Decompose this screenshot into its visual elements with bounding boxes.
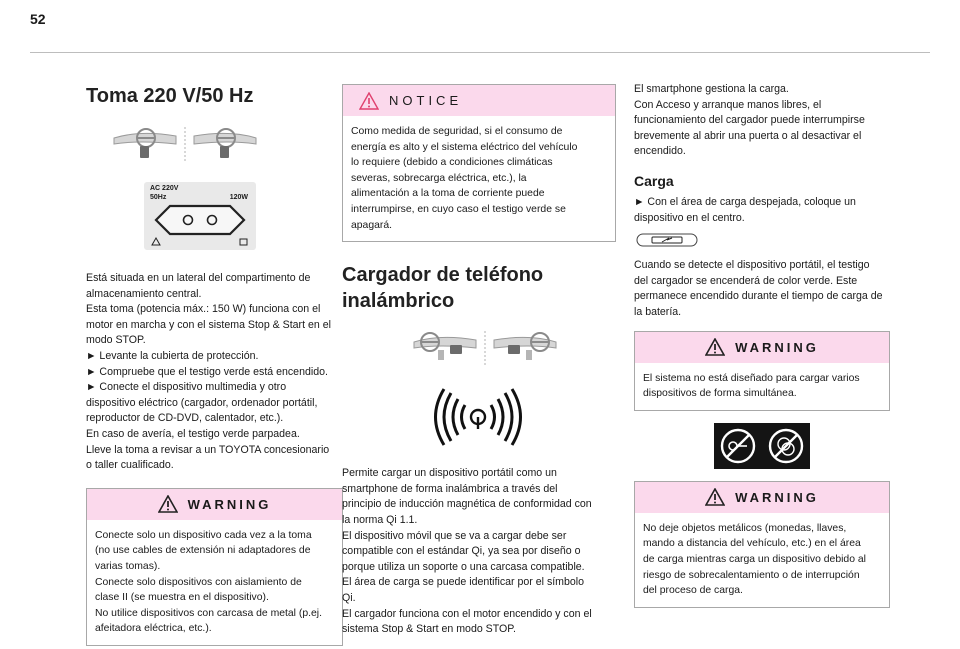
warning-header-2 <box>635 482 889 513</box>
warning-label: WARNING <box>187 496 272 512</box>
warning-triangle-icon <box>158 495 178 513</box>
socket-illustration <box>144 182 256 250</box>
charging-warning-box-2 <box>634 481 890 608</box>
socket-frequency-label: 50Hz <box>150 194 167 201</box>
charging-subtitle: Carga <box>634 172 674 189</box>
warning-text: Conecte solo un dispositivo cada vez a la toma (no use cables de extensión ni adaptadores de varias tomas). Conecte solo dispositivos con aislamiento de clase II (se muestra en el dispositivo). No utilice dispositivos con carcasa de metal (p.ej. afeitadora eléctrica, etc.). <box>95 529 322 635</box>
socket-warning-box <box>86 488 343 646</box>
warning-triangle-icon <box>705 488 725 506</box>
charging-step-1: ► Con el área de carga despejada, coloque un dispositivo en el centro. <box>634 195 856 224</box>
charging-step-2: Cuando se detecte el dispositivo portátil, el testigo del cargador se encenderá de color verde. Este permanece encendido durante el tiempo de carga de la batería. <box>634 259 883 318</box>
warning-triangle-icon <box>705 338 725 356</box>
charger-location-illustration <box>410 328 618 373</box>
notice-header <box>343 85 615 116</box>
notice-label: NOTICE <box>389 93 463 108</box>
warning-text: No deje objetos metálicos (monedas, llaves, mando a distancia del vehículo, etc.) en el área de carga mientras carga un dispositivo debido al riesgo de sobrecalentamiento o de interrupción del proceso de carga. <box>643 522 866 597</box>
socket-voltage-label: AC 220V <box>150 185 179 192</box>
no-coins-icon <box>767 427 805 465</box>
charging-intro-text: El smartphone gestiona la carga. Con Acceso y arranque manos libres, el funcionamiento del cargador puede interrumpirse brevemente al abrir una puerta o al desactivar el encendido. <box>634 83 865 158</box>
no-keys-icon <box>719 427 757 465</box>
no-metal-objects-icon <box>714 423 810 469</box>
warning-header-1 <box>635 332 889 363</box>
socket-section-title: Toma 220 V/50 Hz <box>86 85 254 107</box>
socket-power-label: 120W <box>229 194 248 201</box>
notice-box <box>342 84 616 242</box>
notice-text: Como medida de seguridad, si el consumo de energía es alto y el sistema eléctrico del vehículo lo requiere (debido a condiciones climáticas severas, sobrecarga eléctrica, etc.), la alimentación a la toma de corriente puede interrumpirse, en cuyo caso el testigo verde se apagará. <box>351 126 578 231</box>
page-number: 52 <box>30 11 46 27</box>
warning-label: WARNING <box>735 489 819 505</box>
column-socket <box>86 70 342 646</box>
console-location-illustration <box>110 124 342 169</box>
wireless-charger-body-text: Permite cargar un dispositivo portátil como un smartphone de forma inalámbrica a través del principio de inducción magnética de conformidad con la norma Qi 1.1. El dispositivo móvil que se va a cargar debe ser compatible con el estándar Qi, ya sea por diseño o porque utiliza un soporte o una carcasa compatible. El área de carga se puede identificar por el símbolo Qi. El cargador funciona con el motor encendido y con el sistema Stop & Start en modo STOP. <box>342 467 592 636</box>
wireless-charger-title: Cargador de teléfono inalámbrico <box>342 264 544 313</box>
column-wireless-charger <box>342 70 618 638</box>
column-charging <box>634 70 890 608</box>
warning-header <box>87 489 342 520</box>
warning-text: El sistema no está diseñado para cargar varios dispositivos de forma simultánea. <box>643 372 860 400</box>
notice-triangle-icon <box>359 92 379 110</box>
header-rule <box>30 52 930 53</box>
charger-indicator-icon <box>636 232 890 253</box>
socket-body-text: Está situada en un lateral del compartimento de almacenamiento central. Esta toma (potencia máx.: 150 W) funciona con el motor en marcha y con el sistema Stop & Start en el modo STOP. ► Levante la cubierta de protección. ► Compruebe que el testigo verde está encendido. ► Conecte el dispositivo multimedia y otro dispositivo eléctrico (cargador, ordenador portátil, reproductor de CD-DVD, calentador, etc.). En caso de avería, el testigo verde parpadea. Lleve la toma a revisar a un TOYOTA concesionario o taller cualificado. <box>86 272 331 472</box>
warning-label: WARNING <box>735 339 819 355</box>
socket-icon <box>144 182 256 250</box>
qi-wireless-icon <box>430 387 618 452</box>
charging-warning-box-1 <box>634 331 890 411</box>
